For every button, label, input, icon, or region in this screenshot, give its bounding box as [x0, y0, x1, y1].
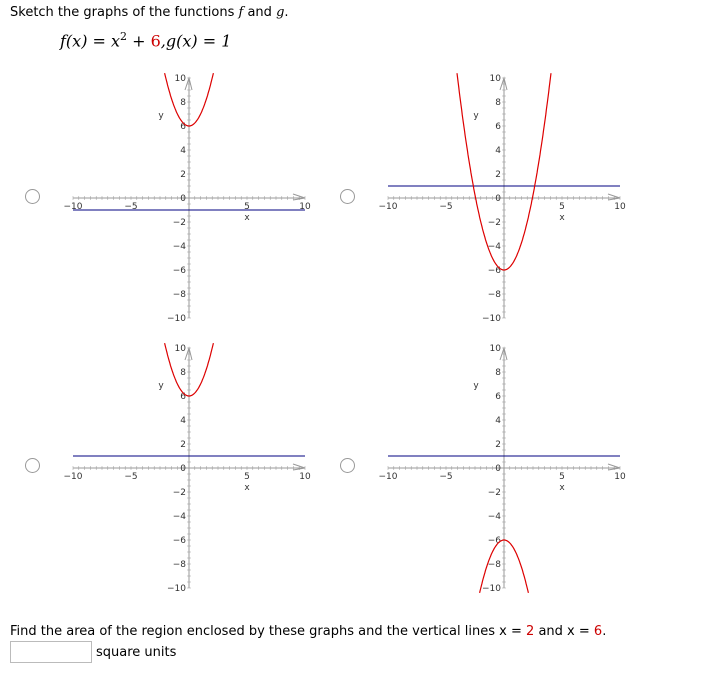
x-tick-label: 10: [299, 472, 311, 482]
f-lhs: f(x) = x: [60, 31, 121, 51]
y-tick-label: 2: [495, 170, 501, 180]
y-axis-label: y: [158, 381, 164, 391]
y-tick-label: 4: [495, 416, 501, 426]
y-tick-label: −6: [487, 266, 501, 276]
answer-row: [10, 641, 410, 665]
f-constant: 6: [150, 31, 161, 51]
y-tick-label: 10: [174, 74, 186, 84]
x-tick-label: −10: [378, 472, 398, 482]
x-axis-label: x: [244, 483, 250, 493]
y-tick-label: −6: [172, 536, 186, 546]
y-tick-label: 4: [495, 146, 501, 156]
y-tick-label: −2: [487, 218, 501, 228]
y-axis-label: y: [473, 381, 479, 391]
option-a-radio[interactable]: [25, 189, 40, 204]
y-tick-label: −10: [167, 584, 186, 594]
x-tick-label: −10: [63, 202, 83, 212]
y-tick-label: 2: [495, 440, 501, 450]
x-tick-label: 10: [614, 472, 626, 482]
function-formula: [60, 30, 231, 50]
y-tick-label: 0: [495, 194, 501, 204]
graph-option-a: [55, 70, 325, 324]
y-tick-label: −10: [167, 314, 186, 324]
f-name: f: [238, 5, 244, 20]
option-b-radio[interactable]: [340, 189, 355, 204]
y-tick-label: −4: [172, 242, 186, 252]
y-tick-label: 8: [495, 368, 501, 378]
x-tick-label: 5: [244, 202, 250, 212]
graph-option-c: [55, 340, 325, 594]
x-tick-label: −10: [63, 472, 83, 482]
prompt-period: .: [284, 5, 289, 20]
y-tick-label: 10: [489, 74, 501, 84]
y-tick-label: 6: [180, 392, 186, 402]
x-axis-label: x: [559, 483, 565, 493]
y-tick-label: −4: [172, 512, 186, 522]
y-tick-label: −8: [172, 560, 186, 570]
y-tick-label: 4: [180, 416, 186, 426]
x-tick-label: −10: [378, 202, 398, 212]
y-tick-label: 0: [495, 464, 501, 474]
y-tick-label: −2: [172, 488, 186, 498]
option-c-radio[interactable]: [25, 458, 40, 473]
x-tick-label: 5: [559, 202, 565, 212]
y-tick-label: 8: [180, 368, 186, 378]
area-period: .: [602, 624, 607, 639]
bound-1-label: x =: [499, 624, 527, 639]
y-tick-label: 8: [495, 98, 501, 108]
x-tick-label: 10: [614, 202, 626, 212]
graph-option-b: [370, 70, 640, 324]
f-plus: +: [127, 31, 151, 51]
y-tick-label: 6: [495, 392, 501, 402]
y-tick-label: −4: [487, 242, 501, 252]
g-constant: 1: [221, 31, 232, 51]
y-tick-label: 10: [174, 344, 186, 354]
bound-2-label: x =: [567, 624, 594, 639]
bound-1-value: 2: [526, 624, 535, 639]
y-tick-label: −2: [172, 218, 186, 228]
x-tick-label: −5: [124, 202, 138, 212]
y-tick-label: 10: [489, 344, 501, 354]
option-d-radio[interactable]: [340, 458, 355, 473]
y-axis-label: y: [473, 111, 479, 121]
y-tick-label: 8: [180, 98, 186, 108]
g-name: g: [276, 5, 285, 20]
x-axis-label: x: [559, 213, 565, 223]
and-text: and: [247, 5, 272, 20]
area-question: [10, 624, 606, 639]
y-tick-label: −10: [482, 584, 501, 594]
y-tick-label: 0: [180, 464, 186, 474]
x-axis-label: x: [244, 213, 250, 223]
y-tick-label: −6: [172, 266, 186, 276]
units-label: square units: [96, 645, 177, 660]
x-tick-label: −5: [439, 202, 453, 212]
y-tick-label: 2: [180, 440, 186, 450]
x-tick-label: 5: [559, 472, 565, 482]
x-tick-label: −5: [439, 472, 453, 482]
question-prompt: [10, 5, 289, 20]
prompt-text: Sketch the graphs of the functions: [10, 5, 235, 20]
formula-separator: ,: [160, 31, 166, 51]
y-tick-label: −8: [487, 560, 501, 570]
y-tick-label: −8: [172, 290, 186, 300]
y-tick-label: −8: [487, 290, 501, 300]
y-tick-label: 4: [180, 146, 186, 156]
g-lhs: g(x) =: [165, 31, 222, 51]
y-tick-label: 0: [180, 194, 186, 204]
y-tick-label: −2: [487, 488, 501, 498]
y-tick-label: −10: [482, 314, 501, 324]
area-answer-input[interactable]: [10, 641, 92, 663]
y-axis-label: y: [158, 111, 164, 121]
x-tick-label: 5: [244, 472, 250, 482]
y-tick-label: −6: [487, 536, 501, 546]
y-tick-label: −4: [487, 512, 501, 522]
y-tick-label: 2: [180, 170, 186, 180]
f-exponent: 2: [120, 30, 128, 43]
y-tick-label: 6: [180, 122, 186, 132]
area-and-text: and: [538, 624, 563, 639]
y-tick-label: 6: [495, 122, 501, 132]
x-tick-label: −5: [124, 472, 138, 482]
area-question-text: Find the area of the region enclosed by these graphs and the vertical lines: [10, 624, 496, 639]
x-tick-label: 10: [299, 202, 311, 212]
bound-2-value: 6: [593, 624, 603, 639]
graph-option-d: [370, 340, 640, 594]
